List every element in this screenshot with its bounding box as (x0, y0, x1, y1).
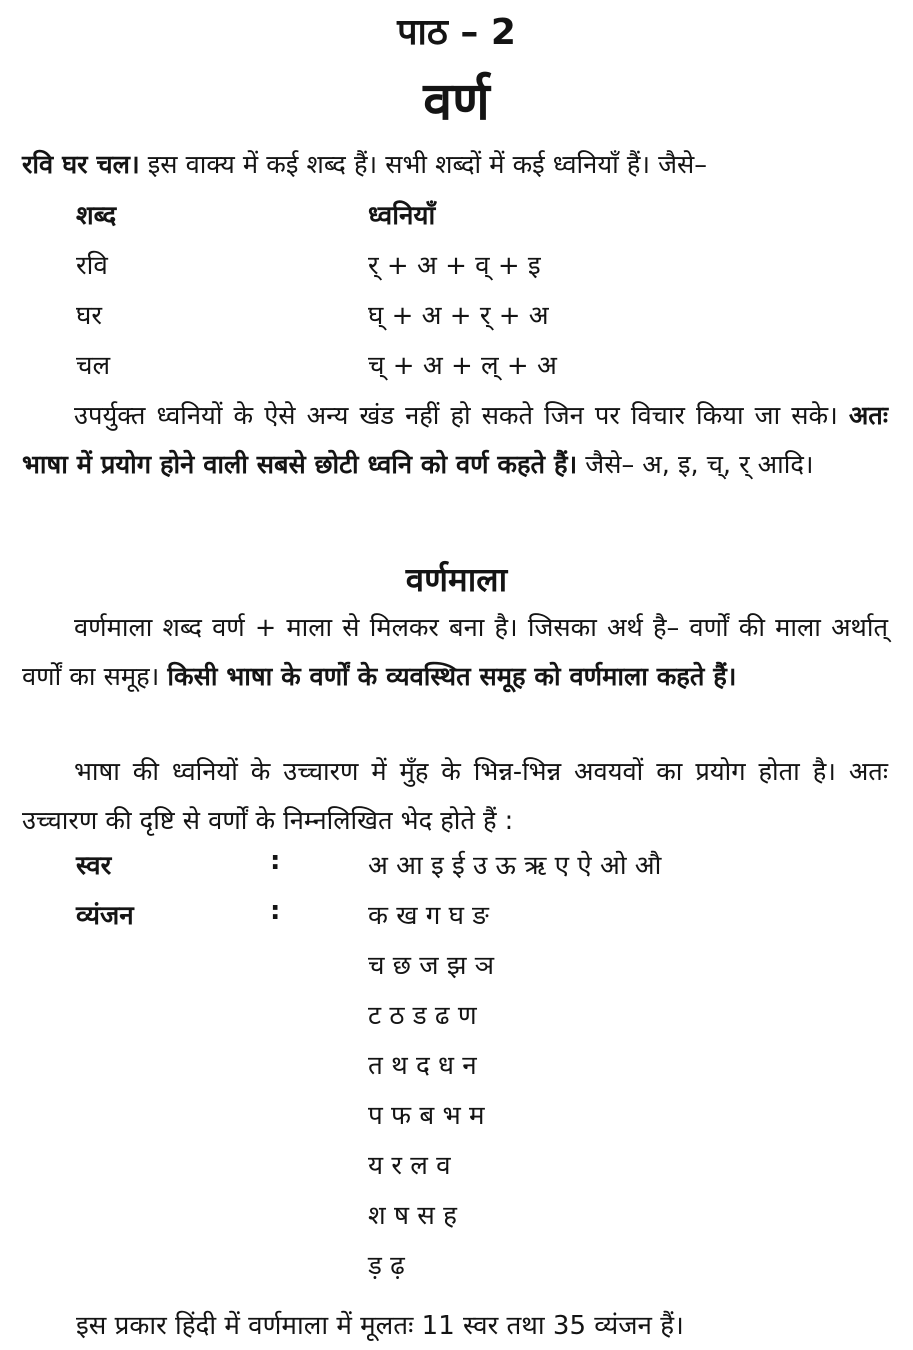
alphabet-definition-text: वर्णमाला शब्द वर्ण + माला से मिलकर बना है। जिसका अर्थ है– वर्णों की माला अर्थात् वर्णों का समूह। (22, 613, 888, 692)
consonant-row: ड़ ढ़ (368, 1251, 405, 1281)
consonant-row: श ष स ह (368, 1201, 457, 1231)
definition-bold: अतः भाषा में प्रयोग होने वाली सबसे छोटी ध्वनि को वर्ण कहते हैं। (22, 401, 888, 480)
pronunciation-text: भाषा की ध्वनियों के उच्चारण में मुँह के भिन्न-भिन्न अवयवों का प्रयोग होता है। अतः उच्चारण की दृष्टि से वर्णों के निम्नलिखित भेद होते हैं : (22, 757, 888, 836)
table-row-sounds: घ् + अ + र् + अ (368, 301, 549, 331)
consonant-row: ट ठ ड ढ ण (368, 1001, 477, 1031)
vowels-list: अ आ इ ई उ ऊ ऋ ए ऐ ओ औ (368, 851, 662, 881)
consonants-colon: : (270, 896, 281, 926)
consonant-row: य र ल व (368, 1151, 451, 1181)
section-heading: वर्णमाला (405, 560, 508, 599)
table-row-sounds: र् + अ + व् + इ (368, 251, 541, 281)
intro-text: इस वाक्य में कई शब्द हैं। सभी शब्दों में कई ध्वनियाँ हैं। जैसे– (139, 150, 708, 180)
consonant-row: प फ ब भ म (368, 1101, 485, 1131)
vowels-label: स्वर (76, 851, 112, 881)
intro-paragraph (22, 141, 888, 190)
table-row-word: रवि (76, 251, 108, 281)
consonants-label: व्यंजन (76, 901, 134, 931)
summary-sentence: इस प्रकार हिंदी में वर्णमाला में मूलतः 11 स्वर तथा 35 व्यंजन हैं। (76, 1311, 684, 1341)
consonant-row: त थ द ध न (368, 1051, 477, 1081)
table-row-sounds: च् + अ + ल् + अ (368, 351, 557, 381)
table-header-word: शब्द (76, 201, 117, 231)
alphabet-definition-paragraph (22, 604, 888, 702)
table-row-word: घर (76, 301, 103, 331)
pronunciation-paragraph (22, 748, 888, 846)
vowels-colon: : (270, 846, 281, 876)
table-header-sounds: ध्वनियाँ (368, 201, 436, 231)
page-title: वर्ण (423, 72, 490, 132)
definition-paragraph (22, 392, 888, 490)
definition-examples: जैसे– अ, इ, च्, र् आदि। (577, 450, 814, 480)
consonant-row: च छ ज झ ञ (368, 951, 495, 981)
consonant-row: क ख ग घ ङ (368, 901, 489, 931)
alphabet-definition-bold: किसी भाषा के वर्णों के व्यवस्थित समूह को वर्णमाला कहते हैं। (167, 662, 737, 692)
intro-bold-sentence: रवि घर चल। (22, 150, 140, 180)
table-row-word: चल (76, 351, 111, 381)
definition-text: उपर्युक्त ध्वनियों के ऐसे अन्य खंड नहीं हो सकते जिन पर विचार किया जा सके। (74, 401, 849, 431)
lesson-number: पाठ – 2 (397, 12, 516, 53)
